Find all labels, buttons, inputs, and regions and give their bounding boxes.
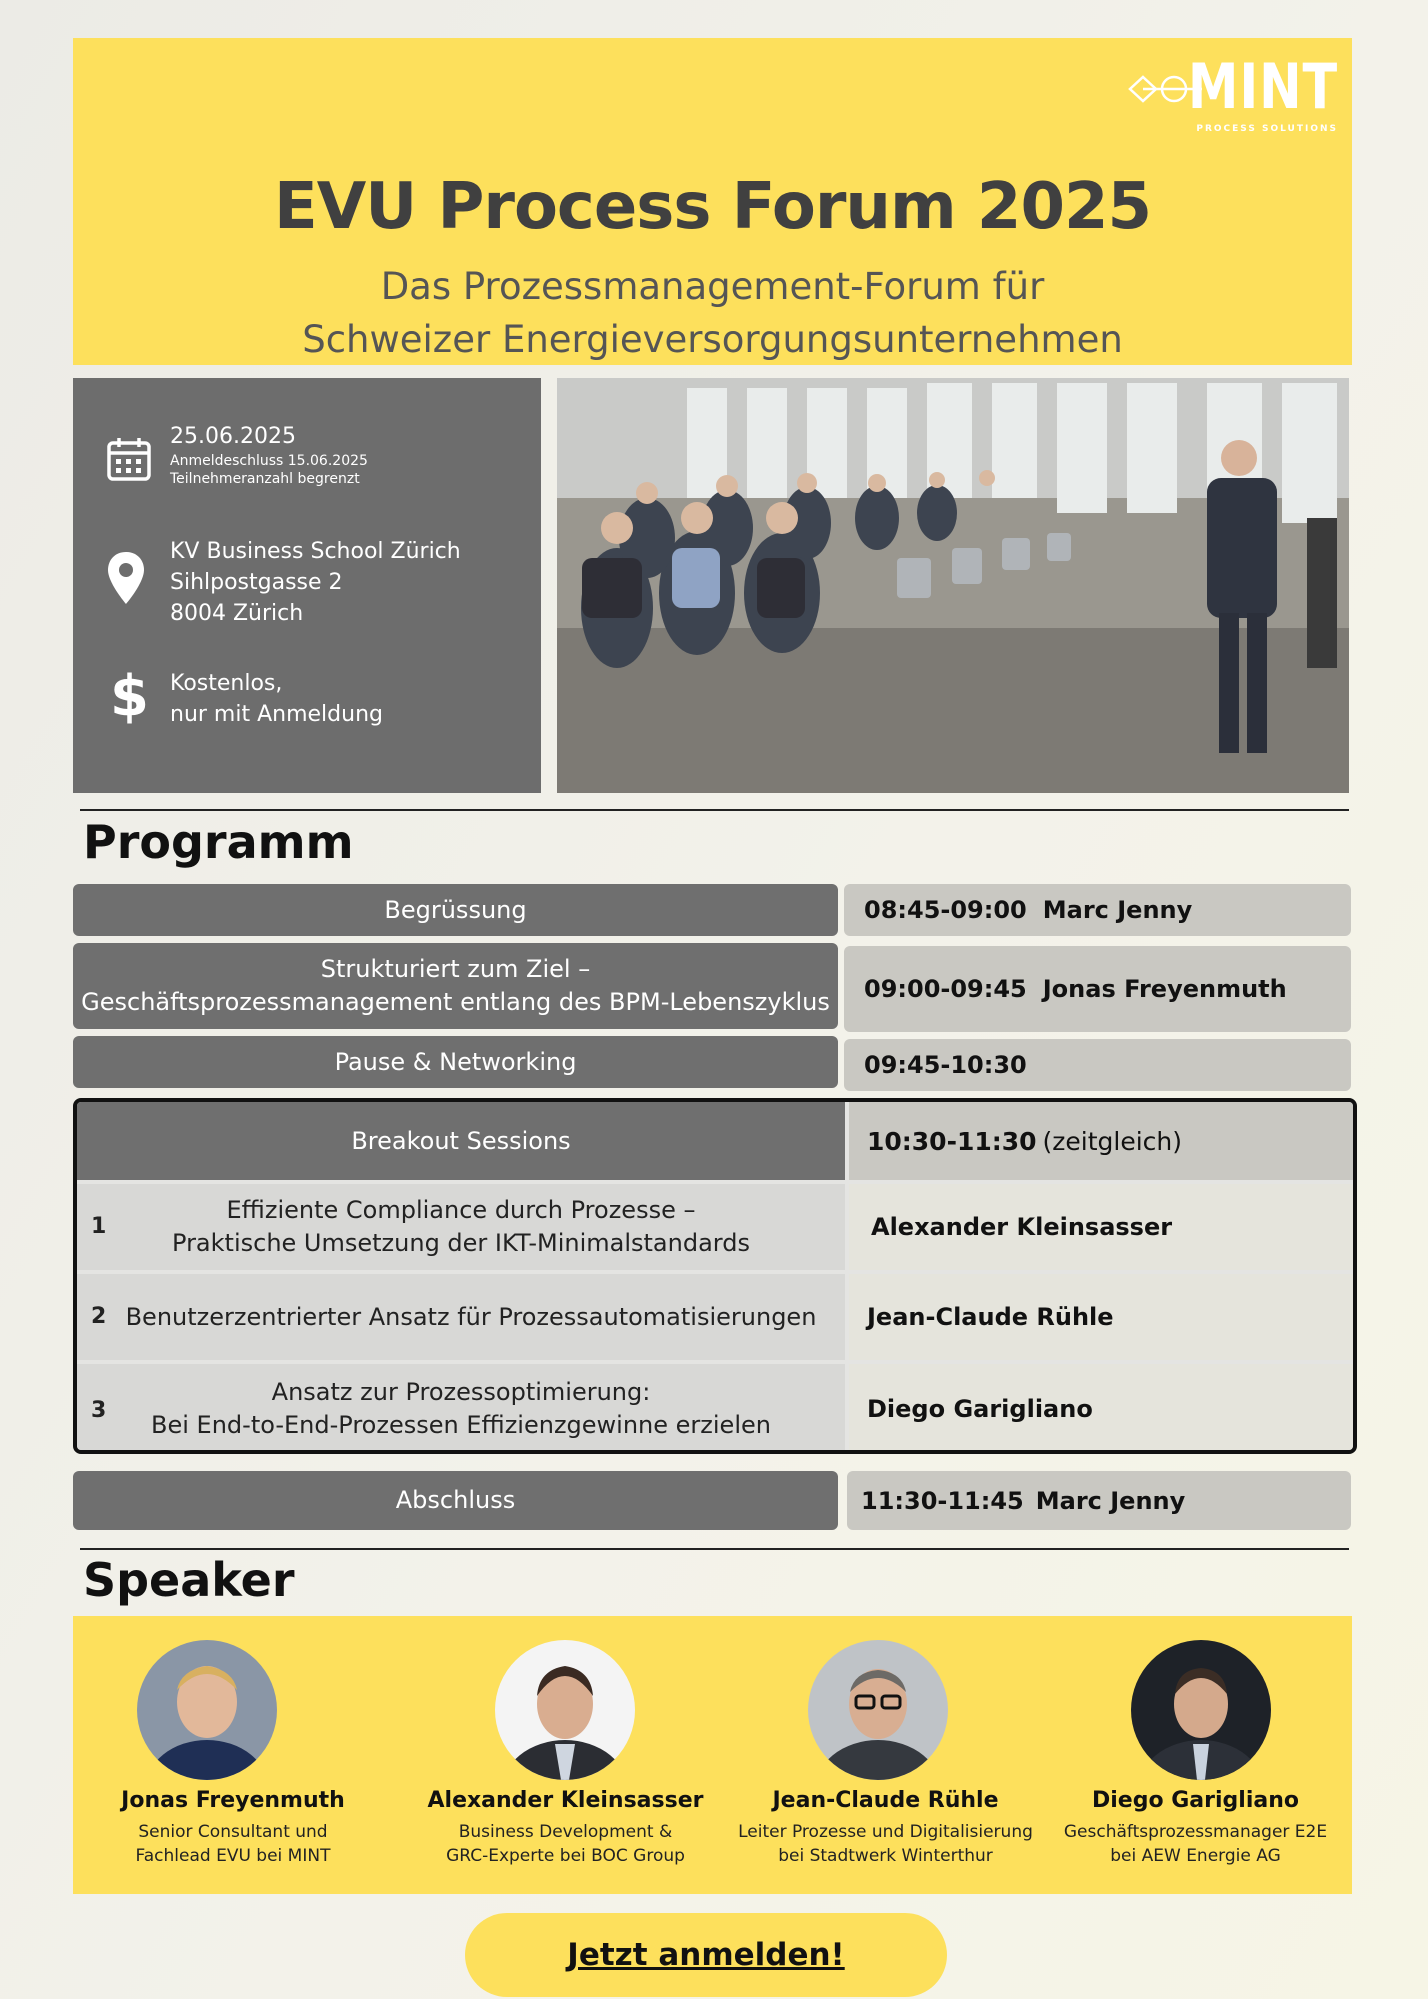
speaker-role-line-1: Leiter Prozesse und Digitalisierung — [738, 1822, 1033, 1842]
agenda-time-begruessung — [844, 884, 1351, 936]
speaker-name: Alexander Kleinsasser — [427, 1788, 704, 1813]
dollar-icon: $ — [110, 664, 149, 729]
session-1 — [77, 1184, 845, 1270]
capacity-note: Teilnehmeranzahl begrenzt — [170, 471, 360, 487]
mint-logo — [1128, 52, 1338, 132]
session-1-speaker: Alexander Kleinsasser — [849, 1184, 1353, 1270]
agenda-speaker: Marc Jenny — [1035, 1486, 1186, 1515]
session-number: 3 — [91, 1398, 107, 1423]
page-title: EVU Process Forum 2025 — [273, 170, 1152, 244]
breakout-time: 10:30-11:30 — [867, 1126, 1037, 1156]
session-3-speaker: Diego Garigliano — [849, 1364, 1353, 1454]
divider-speakers — [80, 1548, 1349, 1550]
agenda-time-abschluss — [847, 1471, 1351, 1530]
programm-title: Programm — [83, 815, 354, 869]
calendar-icon — [106, 436, 152, 482]
agenda-speaker: Marc Jenny — [1042, 896, 1193, 924]
session-3 — [77, 1364, 845, 1454]
breakout-sessions-box — [73, 1098, 1357, 1454]
agenda-time-pause — [844, 1039, 1351, 1091]
agenda-time-bpm — [844, 946, 1351, 1032]
avatar — [1131, 1640, 1271, 1780]
speaker-role-line-2: GRC-Experte bei BOC Group — [446, 1846, 685, 1866]
speakers-panel — [73, 1616, 1352, 1894]
page-subtitle — [73, 260, 1352, 366]
session-2 — [77, 1274, 845, 1360]
speaker-role — [73, 1820, 393, 1868]
event-date: 25.06.2025 — [170, 424, 296, 449]
speaker-role — [1043, 1820, 1348, 1868]
event-photo — [557, 378, 1349, 793]
header-banner — [73, 38, 1352, 365]
speaker-role-line-1: Business Development & — [458, 1822, 673, 1842]
subtitle-line-1: Das Prozessmanagement-Forum für — [380, 265, 1045, 308]
session-number: 1 — [91, 1214, 107, 1239]
agenda-label-line-1: Strukturiert zum Ziel – — [320, 955, 591, 983]
agenda-speaker: Jonas Freyenmuth — [1042, 975, 1287, 1003]
session-title-line-2: Praktische Umsetzung der IKT-Minimalstandards — [172, 1229, 750, 1257]
speaker-role — [403, 1820, 728, 1868]
agenda-item-pause: Pause & Networking — [73, 1036, 838, 1088]
register-button[interactable]: Jetzt anmelden! — [465, 1913, 947, 1997]
speaker-role-line-1: Geschäftsprozessmanager E2E — [1063, 1822, 1328, 1842]
agenda-time: 09:00-09:45 — [864, 975, 1027, 1003]
logo-subtitle: PROCESS SOLUTIONS — [1196, 124, 1338, 134]
avatar — [495, 1640, 635, 1780]
breakout-time-cell — [849, 1102, 1353, 1180]
speaker-role-line-1: Senior Consultant und — [138, 1822, 328, 1842]
session-title-line-1: Benutzerzentrierter Ansatz für Prozessautomatisierungen — [125, 1302, 817, 1331]
session-number: 2 — [91, 1304, 107, 1329]
price-line-1: Kostenlos, — [170, 671, 283, 696]
venue-street: Sihlpostgasse 2 — [170, 570, 343, 595]
registration-deadline: Anmeldeschluss 15.06.2025 — [170, 453, 368, 469]
location-pin-icon — [106, 550, 146, 606]
agenda-time: 09:45-10:30 — [864, 1051, 1027, 1079]
speaker-title: Speaker — [83, 1553, 295, 1607]
speaker-role-line-2: Fachlead EVU bei MINT — [135, 1846, 331, 1866]
avatar — [137, 1640, 277, 1780]
session-title-line-1: Ansatz zur Prozessoptimierung: — [271, 1378, 651, 1406]
session-title-line-2: Bei End-to-End-Prozessen Effizienzgewinne erzielen — [151, 1411, 771, 1439]
price-line-2: nur mit Anmeldung — [170, 702, 383, 727]
venue-city: 8004 Zürich — [170, 601, 304, 626]
agenda-item-begruessung: Begrüssung — [73, 884, 838, 936]
agenda-item-abschluss: Abschluss — [73, 1471, 838, 1530]
logo-wordmark: MINT — [1187, 50, 1338, 123]
session-2-speaker: Jean-Claude Rühle — [849, 1274, 1353, 1360]
speaker-name: Jonas Freyenmuth — [121, 1788, 345, 1813]
event-info-panel — [73, 378, 541, 793]
speaker-role-line-2: bei Stadtwerk Winterthur — [778, 1846, 993, 1866]
avatar — [808, 1640, 948, 1780]
speaker-role — [723, 1820, 1048, 1868]
breakout-label: Breakout Sessions — [77, 1102, 845, 1180]
agenda-label-line-2: Geschäftsprozessmanagement entlang des BPM-Lebenszyklus — [81, 988, 830, 1016]
speaker-name: Diego Garigliano — [1092, 1788, 1299, 1813]
agenda-time: 11:30-11:45 — [861, 1486, 1024, 1515]
divider-top — [80, 809, 1349, 811]
breakout-note: (zeitgleich) — [1042, 1126, 1183, 1156]
agenda-time: 08:45-09:00 — [864, 896, 1027, 924]
subtitle-line-2: Schweizer Energieversorgungsunternehmen — [302, 318, 1123, 361]
venue-name: KV Business School Zürich — [170, 539, 461, 564]
agenda-item-bpm — [73, 943, 838, 1029]
speaker-role-line-2: bei AEW Energie AG — [1110, 1846, 1281, 1866]
speaker-name: Jean-Claude Rühle — [772, 1788, 999, 1813]
session-title-line-1: Effiziente Compliance durch Prozesse – — [226, 1196, 696, 1224]
